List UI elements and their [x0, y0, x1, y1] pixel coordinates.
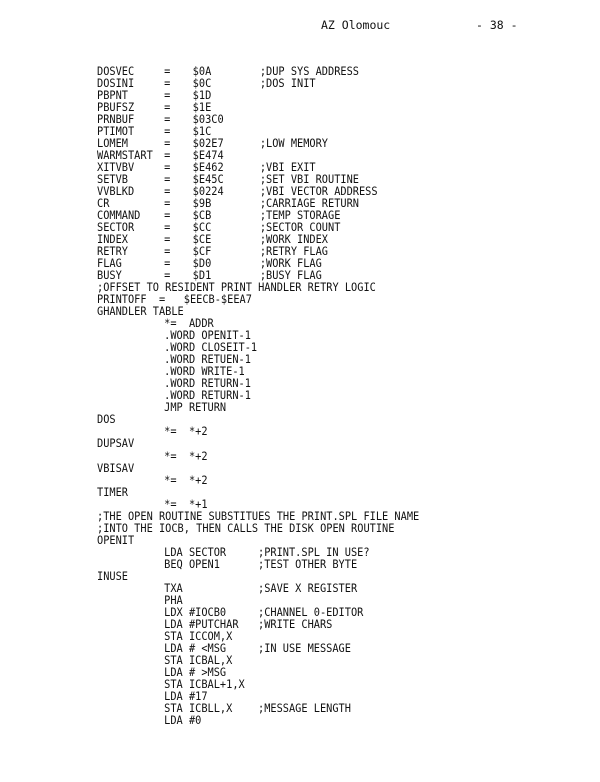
symbol-value: $CF: [192, 245, 212, 259]
code-comment: ;RETRY FLAG: [259, 245, 329, 259]
symbol-label: FLAG: [97, 257, 122, 271]
symbol-label: VVBLKD: [97, 185, 135, 199]
code-comment: ;SET VBI ROUTINE: [259, 173, 359, 187]
code-text: .WORD RETUEN-1: [164, 353, 251, 367]
symbol-value: $02E7: [192, 137, 224, 151]
instruction: STA ICBAL,X: [164, 653, 233, 667]
symbol-value: $0224: [192, 185, 224, 199]
symbol-value: $D1: [192, 269, 212, 283]
instruction: LDA #17: [164, 689, 208, 703]
symbol-value: $E462: [192, 161, 224, 175]
code-comment: ;PRINT.SPL IN USE?: [258, 545, 370, 559]
code-comment: ;TEST OTHER BYTE: [258, 557, 358, 571]
equals-sign: =: [164, 149, 171, 163]
symbol-value: $D0: [192, 257, 212, 271]
code-text: VBISAV: [97, 461, 135, 475]
symbol-label: RETRY: [97, 245, 128, 259]
symbol-label: INDEX: [97, 233, 128, 247]
equals-sign: =: [164, 77, 171, 91]
symbol-label: DOSINI: [97, 77, 135, 91]
symbol-value: $03C0: [192, 113, 224, 127]
symbol-label: CR: [97, 197, 110, 211]
equals-sign: =: [164, 197, 171, 211]
code-text: TIMER: [97, 485, 128, 499]
instruction: LDA SECTOR: [164, 545, 227, 559]
symbol-label: DOSVEC: [97, 65, 135, 78]
instruction: LDA #0: [164, 713, 202, 727]
code-text: *= *+2: [164, 473, 208, 487]
equals-sign: =: [164, 161, 171, 175]
equals-sign: =: [164, 257, 171, 271]
code-comment: ;TEMP STORAGE: [259, 209, 341, 223]
code-text: *= ADDR: [164, 317, 214, 331]
code-comment: ;DUP SYS ADDRESS: [259, 65, 359, 78]
code-comment: ;WRITE CHARS: [258, 617, 333, 631]
code-text: ;THE OPEN ROUTINE SUBSTITUES THE PRINT.SPL FILE NAME: [97, 509, 420, 523]
code-comment: ;SECTOR COUNT: [259, 221, 341, 235]
symbol-label: LOMEM: [97, 137, 128, 151]
symbol-value: $1C: [192, 125, 212, 139]
equals-sign: =: [164, 209, 171, 223]
code-comment: ;WORK INDEX: [259, 233, 329, 247]
code-text: DUPSAV: [97, 437, 135, 451]
symbol-label: BUSY: [97, 269, 122, 283]
equals-sign: =: [164, 113, 171, 127]
symbol-label: COMMAND: [97, 209, 141, 223]
code-comment: ;VBI VECTOR ADDRESS: [259, 185, 378, 199]
symbol-value: $CB: [192, 209, 212, 223]
code-comment: ;CARRIAGE RETURN: [259, 197, 359, 211]
code-comment: ;DOS INIT: [259, 77, 316, 91]
instruction: LDA # <MSG: [164, 641, 227, 655]
code-text: GHANDLER TABLE: [97, 305, 184, 319]
symbol-value: $CE: [192, 233, 212, 247]
symbol-value: $E45C: [192, 173, 224, 187]
code-text: .WORD WRITE-1: [164, 365, 245, 379]
code-text: *= *+1: [164, 497, 208, 511]
symbol-value: $0A: [192, 65, 212, 78]
instruction: TXA: [164, 581, 183, 595]
symbol-label: PBUFSZ: [97, 101, 135, 115]
symbol-value: $1D: [192, 89, 212, 103]
code-text: *= *+2: [164, 449, 208, 463]
symbol-label: SECTOR: [97, 221, 135, 235]
equals-sign: =: [164, 137, 171, 151]
equals-sign: =: [164, 185, 171, 199]
instruction: STA ICBAL+1,X: [164, 677, 245, 691]
symbol-label: WARMSTART: [97, 149, 153, 163]
equals-sign: =: [164, 125, 171, 139]
code-comment: ;IN USE MESSAGE: [258, 641, 351, 655]
symbol-label: XITVBV: [97, 161, 135, 175]
code-comment: ;WORK FLAG: [259, 257, 322, 271]
equals-sign: =: [164, 173, 171, 187]
code-text: JMP RETURN: [164, 401, 227, 415]
equals-sign: =: [164, 221, 171, 235]
symbol-label: SETVB: [97, 173, 128, 187]
page-number: - 38 -: [476, 18, 518, 32]
page-header-title: AZ Olomouc: [321, 18, 391, 32]
code-comment: ;VBI EXIT: [259, 161, 316, 175]
code-comment: ;BUSY FLAG: [259, 269, 322, 283]
code-text: .WORD RETURN-1: [164, 389, 251, 403]
instruction: LDA # >MSG: [164, 665, 227, 679]
code-text: ;OFFSET TO RESIDENT PRINT HANDLER RETRY LOGIC: [97, 281, 376, 295]
equals-sign: =: [164, 269, 171, 283]
symbol-value: $E474: [192, 149, 224, 163]
code-text: INUSE: [97, 569, 128, 583]
code-comment: ;LOW MEMORY: [259, 137, 329, 151]
code-comment: ;MESSAGE LENGTH: [258, 701, 351, 715]
symbol-value: $CC: [192, 221, 212, 235]
symbol-label: PBPNT: [97, 89, 128, 103]
symbol-value: $1E: [192, 101, 212, 115]
symbol-value: $0C: [192, 77, 212, 91]
instruction: STA ICCOM,X: [164, 629, 233, 643]
instruction: LDX #IOCB0: [164, 605, 227, 619]
code-text: OPENIT: [97, 533, 135, 547]
code-comment: ;CHANNEL 0-EDITOR: [258, 605, 364, 619]
code-text: .WORD OPENIT-1: [164, 329, 251, 343]
equals-sign: =: [164, 101, 171, 115]
instruction: STA ICBLL,X: [164, 701, 233, 715]
code-text: *= *+2: [164, 425, 208, 439]
code-comment: ;SAVE X REGISTER: [258, 581, 358, 595]
equals-sign: =: [164, 89, 171, 103]
code-text: PRINTOFF = $EECB-$EEA7: [97, 293, 252, 307]
code-text: ;INTO THE IOCB, THEN CALLS THE DISK OPEN ROUTINE: [97, 521, 395, 535]
equals-sign: =: [164, 65, 171, 78]
symbol-label: PTIMOT: [97, 125, 135, 139]
equals-sign: =: [164, 245, 171, 259]
code-text: DOS: [97, 413, 116, 427]
code-text: .WORD CLOSEIT-1: [164, 341, 258, 355]
symbol-label: PRNBUF: [97, 113, 135, 127]
equals-sign: =: [164, 233, 171, 247]
instruction: PHA: [164, 593, 183, 607]
code-text: .WORD RETURN-1: [164, 377, 251, 391]
instruction: LDA #PUTCHAR: [164, 617, 239, 631]
symbol-value: $9B: [192, 197, 212, 211]
instruction: BEQ OPEN1: [164, 557, 220, 571]
